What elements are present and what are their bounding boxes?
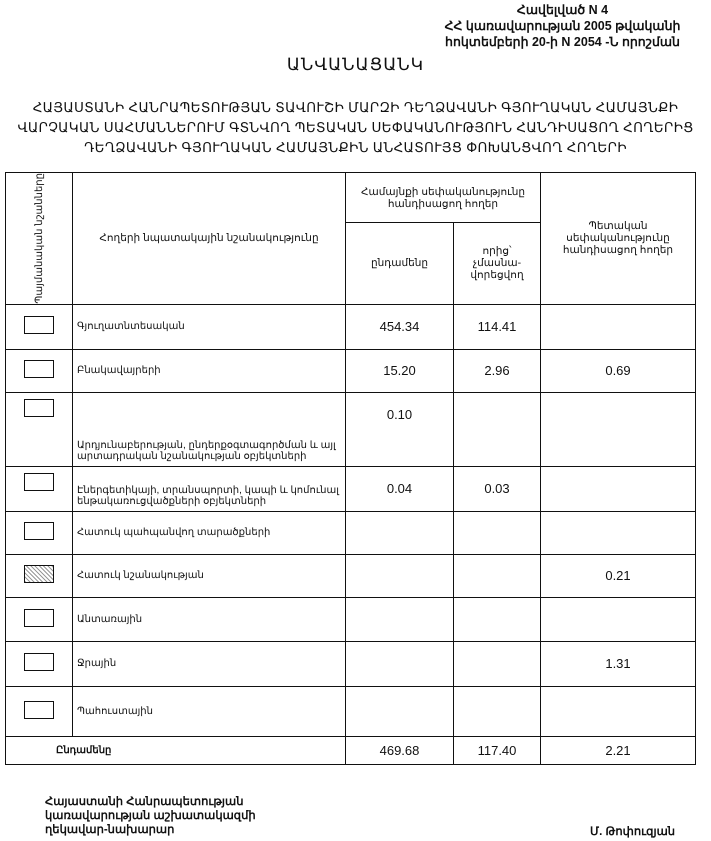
header-state: Պետական սեփականությունը հանդիսացող հողեր [541,173,696,305]
non-privatized-cell [454,554,541,597]
legend-cell [6,466,73,511]
legend-cell [6,554,73,597]
legend-cell [6,349,73,392]
document-title: ԱՆՎԱՆԱՑԱՆԿ [286,55,425,74]
legend-symbol-icon [24,653,54,671]
total-cell [346,597,454,641]
table-row [6,554,696,597]
legend-symbol-icon [24,473,54,491]
state-cell [541,511,696,554]
legend-cell [6,641,73,686]
total-cell [346,554,454,597]
non-privatized-cell: 114.41 [454,304,541,349]
table-row [6,597,696,641]
legend-symbol-icon [24,360,54,378]
purpose-cell: Բնակավայրերի [73,349,346,392]
total-cell [346,686,454,736]
annex-number: Հավելված N 4 [516,3,609,17]
totals-label: Ընդամենը [6,736,346,764]
purpose-cell: Անտառային [73,597,346,641]
non-privatized-cell: 0.03 [454,466,541,511]
non-privatized-cell [454,641,541,686]
subtitle-line: ՎԱՐՉԱԿԱՆ ՍԱՀՄԱՆՆԵՐՈՒՄ ԳՏՆՎՈՂ ՊԵՏԱԿԱՆ ՍԵՓԱԿԱՆՈՒԹՅՈՒՆ ՀԱՆԴԻՍԱՑՈՂ ՀՈՂԵՐԻՑ [17,120,694,135]
header-total: ընդամենը [346,223,454,304]
legend-symbol-icon [24,316,54,334]
total-cell: 0.04 [346,466,454,511]
legend-symbol-icon [24,701,54,719]
total-cell [346,511,454,554]
purpose-cell: Հատուկ պահպանվող տարածքների [73,511,346,554]
annex-decision-line: ՀՀ կառավարության 2005 թվականի [444,19,681,33]
signature-block [45,795,256,837]
annex-date-line: հոկտեմբերի 20-ի N 2054 -Ն որոշման [445,35,680,49]
table-row [6,304,696,349]
purpose-cell: Գյուղատնտեսական [73,304,346,349]
land-table [5,172,696,765]
purpose-cell: Ջրային [73,641,346,686]
totals-row [6,736,696,764]
state-cell [541,686,696,736]
total-cell: 15.20 [346,349,454,392]
header-legend: Պայմանական նշանները [6,173,73,305]
legend-cell [6,392,73,466]
legend-cell [6,511,73,554]
legend-symbol-icon [24,609,54,627]
total-cell [346,641,454,686]
non-privatized-cell [454,511,541,554]
total-cell: 454.34 [346,304,454,349]
annex-header [420,2,705,50]
state-cell [541,466,696,511]
non-privatized-cell: 2.96 [454,349,541,392]
state-cell [541,392,696,466]
table-row [6,686,696,736]
purpose-cell: Էներգետիկայի, տրանսպորտի, կապի և կոմունալ ենթակառուցվածքների օբյեկտների [73,466,346,511]
state-cell: 0.69 [541,349,696,392]
table-row [6,511,696,554]
legend-symbol-icon [24,399,54,417]
legend-cell [6,597,73,641]
state-cell: 0.21 [541,554,696,597]
header-community: Համայնքի սեփականությունը հանդիսացող հողեր [346,173,541,223]
header-purpose: Հողերի նպատակային նշանակությունը [73,173,346,305]
purpose-cell: Հատուկ նշանակության [73,554,346,597]
signer-title-line: ղեկավար-նախարար [45,824,175,836]
purpose-cell: Արդյունաբերության, ընդերքօգտագործման և այլ արտադրական նշանակության օբյեկտների [73,392,346,466]
table-row [6,641,696,686]
table-row [6,466,696,511]
state-cell [541,304,696,349]
legend-symbol-icon [24,522,54,540]
purpose-cell: Պահուստային [73,686,346,736]
signer-title-line: Հայաստանի Հանրապետության [45,796,244,808]
header-non-privatized: որից՝ չմասնա-վորեցվող [454,223,541,304]
signer-title-line: կառավարության աշխատակազմի [45,810,256,822]
totals-state: 2.21 [541,736,696,764]
subtitle-line: ՀԱՅԱՍՏԱՆԻ ՀԱՆՐԱՊԵՏՈՒԹՅԱՆ ՏԱՎՈՒՇԻ ՄԱՐԶԻ ԴԵՂՁԱՎԱՆԻ ԳՅՈՒՂԱԿԱՆ ՀԱՄԱՅՆՔԻ [32,100,679,115]
document-subtitle [0,98,711,158]
legend-cell [6,304,73,349]
non-privatized-cell [454,392,541,466]
total-cell: 0.10 [346,392,454,466]
subtitle-line: ԴԵՂՁԱՎԱՆԻ ԳՅՈՒՂԱԿԱՆ ՀԱՄԱՅՆՔԻՆ ԱՆՀԱՏՈՒՅՑ ՓՈԽԱՆՑՎՈՂ ՀՈՂԵՐԻ [84,140,627,155]
state-cell: 1.31 [541,641,696,686]
legend-symbol-icon [24,565,54,583]
non-privatized-cell [454,597,541,641]
totals-non-privatized: 117.40 [454,736,541,764]
table-row [6,349,696,392]
table-row [6,392,696,466]
non-privatized-cell [454,686,541,736]
legend-cell [6,686,73,736]
totals-total: 469.68 [346,736,454,764]
state-cell [541,597,696,641]
signatory-name: Մ. Թոփուզյան [590,826,676,838]
